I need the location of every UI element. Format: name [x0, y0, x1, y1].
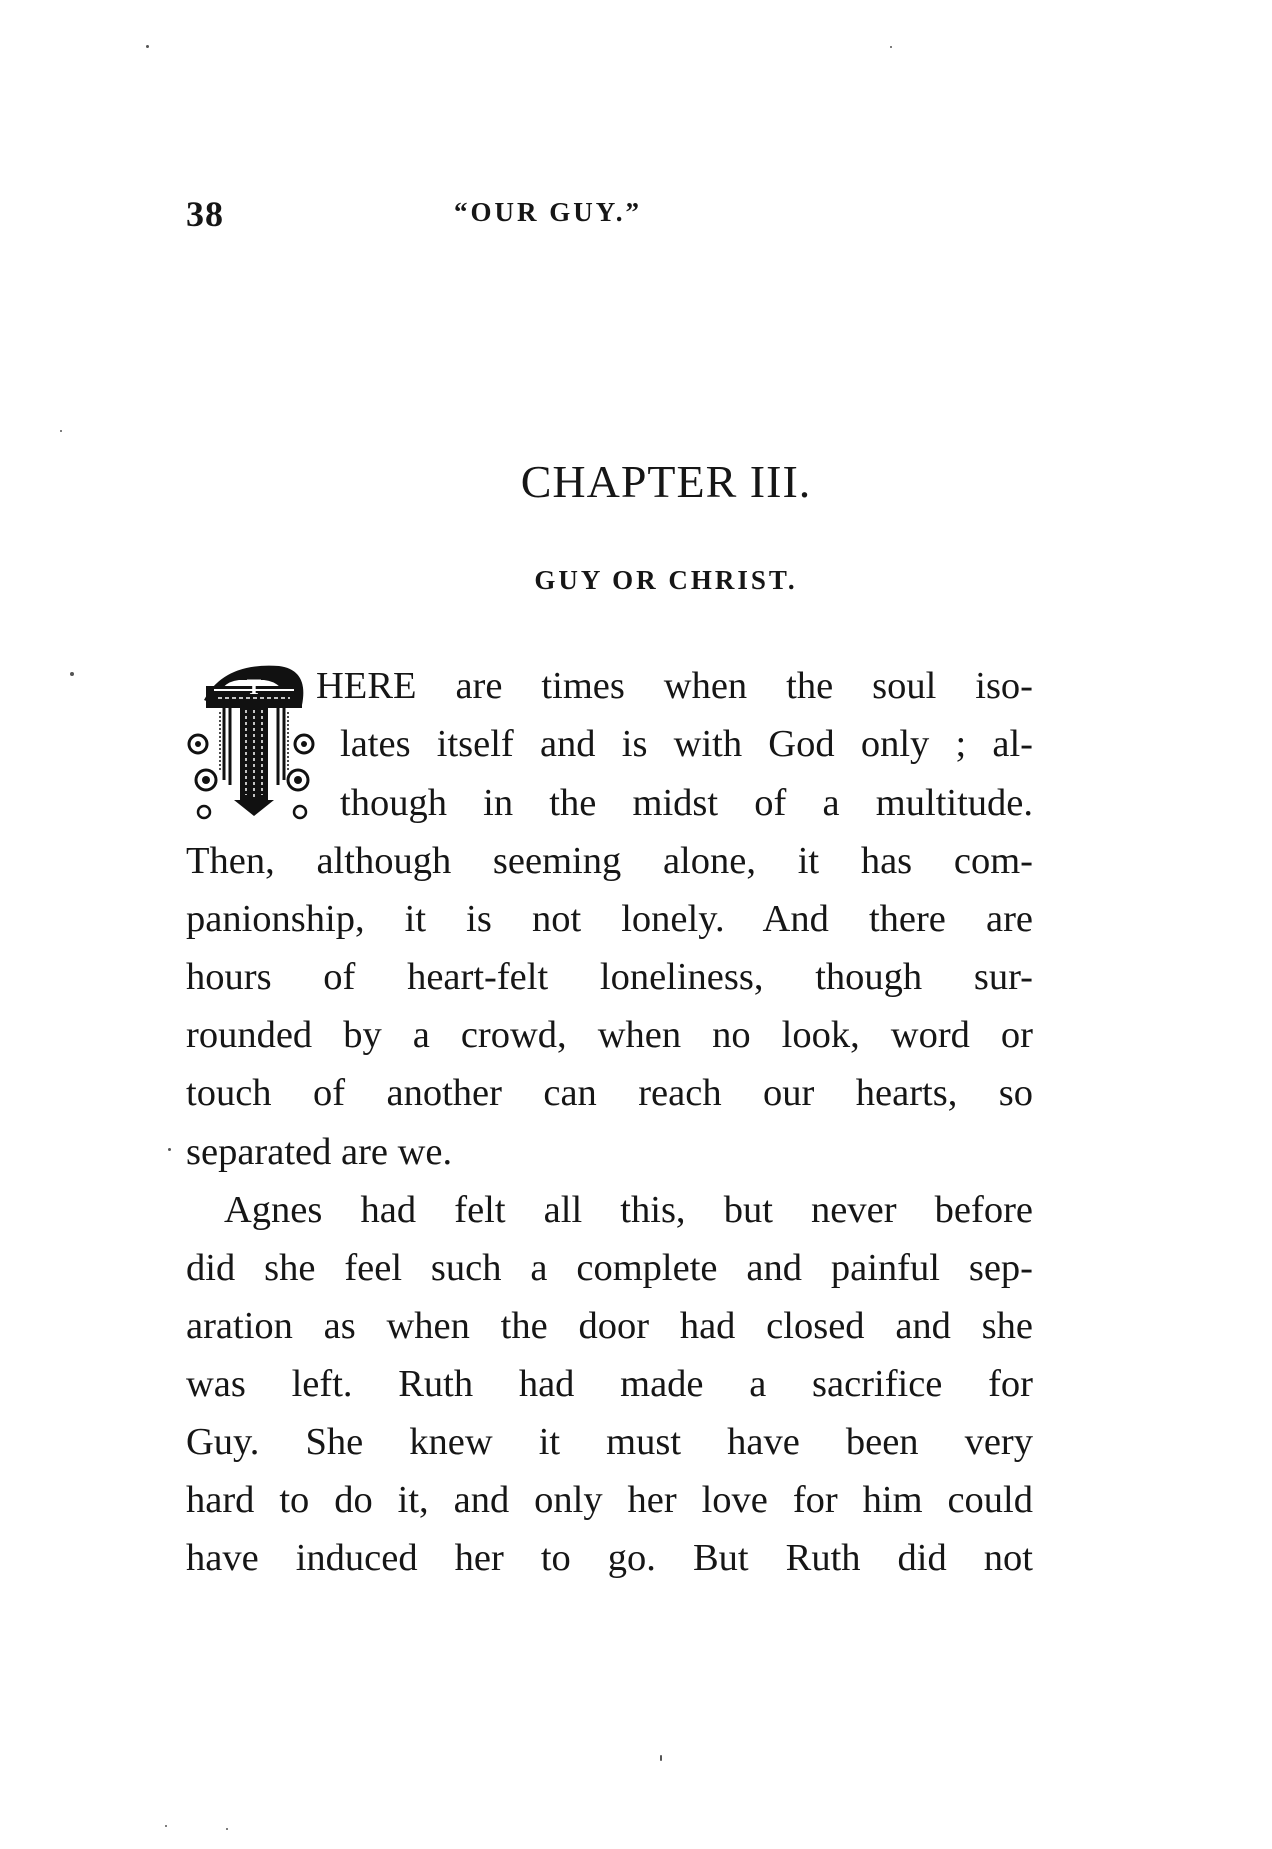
scan-speck: [660, 1755, 662, 1761]
page-header: [186, 193, 1086, 243]
text-line: Then, although seeming alone, it has com-: [186, 840, 1033, 882]
svg-text:T: T: [246, 674, 262, 699]
text-line: Agnes had felt all this, but never before: [224, 1189, 1033, 1231]
running-head: “OUR GUY.”: [454, 197, 643, 227]
text-line: aration as when the door had closed and she: [186, 1305, 1033, 1347]
text-line: have induced her to go. But Ruth did not: [186, 1537, 1033, 1579]
text-line: rounded by a crowd, when no look, word or: [186, 1014, 1033, 1056]
scan-speck: [165, 1825, 167, 1827]
text-line: separated are we.: [186, 1131, 453, 1173]
scan-speck: [146, 45, 149, 48]
scan-speck: [60, 430, 62, 432]
text-line: hours of heart-felt loneliness, though sur-: [186, 956, 1033, 998]
text-line: touch of another can reach our hearts, so: [186, 1072, 1033, 1114]
text-line: hard to do it, and only her love for him could: [186, 1479, 1033, 1521]
scan-speck: [168, 1148, 171, 1151]
scan-speck: [890, 46, 892, 48]
chapter-subtitle: GUY OR CHRIST.: [534, 565, 798, 595]
scan-speck: [70, 672, 74, 676]
text-line: Guy. She knew it must have been very: [186, 1421, 1033, 1463]
text-line: lates itself and is with God only ; al-: [340, 723, 1033, 765]
text-line: though in the midst of a multitude.: [340, 782, 1033, 824]
text-line: HERE are times when the soul iso-: [316, 665, 1033, 707]
text-line: panionship, it is not lonely. And there are: [186, 898, 1033, 940]
text-line: did she feel such a complete and painful sep-: [186, 1247, 1033, 1289]
scan-speck: [226, 1828, 228, 1830]
text-line: was left. Ruth had made a sacrifice for: [186, 1363, 1033, 1405]
chapter-title: CHAPTER III.: [520, 456, 812, 507]
page-number: 38: [186, 194, 224, 234]
ornamental-drop-cap-icon: [184, 660, 319, 820]
